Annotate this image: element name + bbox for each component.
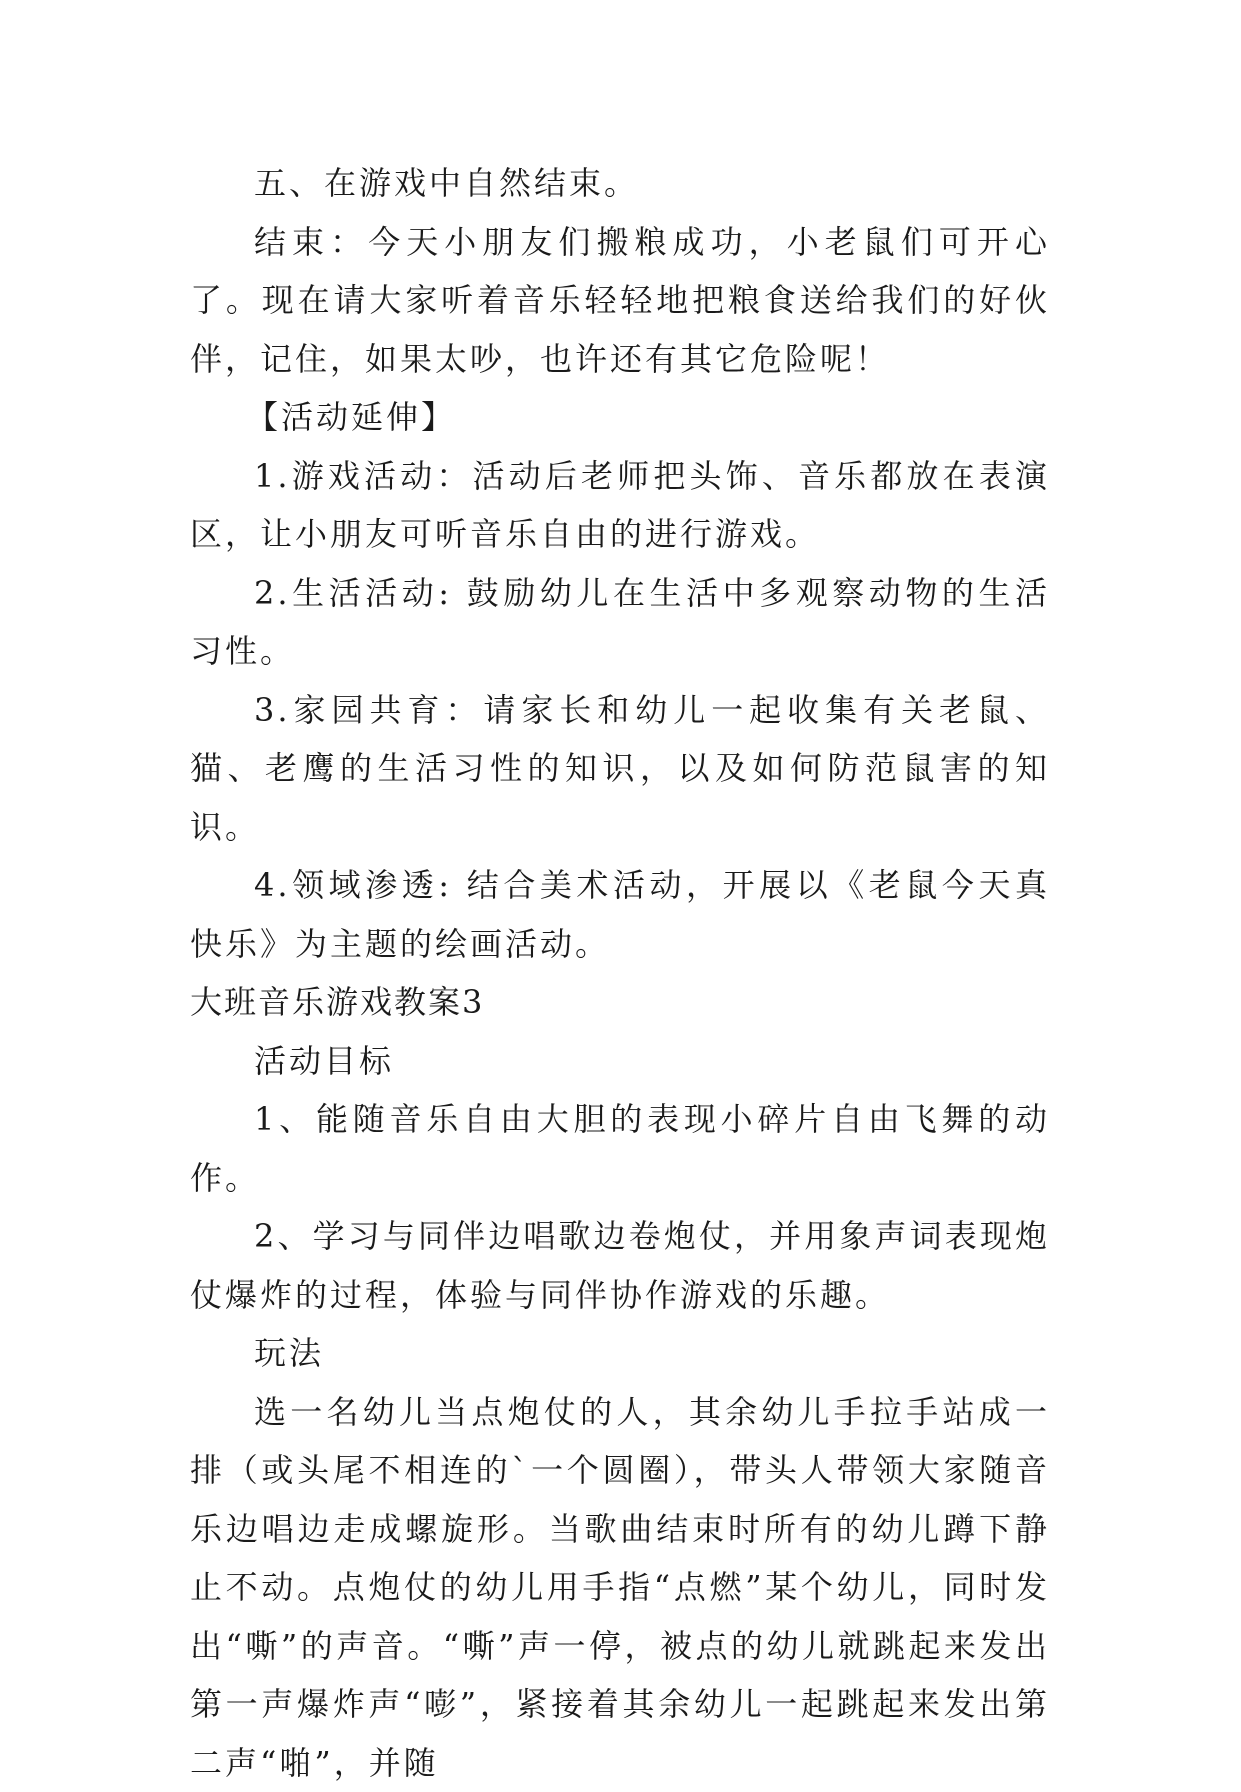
paragraph-goal-1: 1、能随音乐自由大胆的表现小碎片自由飞舞的动作。 bbox=[190, 1090, 1050, 1207]
paragraph-extension-1: 1.游戏活动：活动后老师把头饰、音乐都放在表演区，让小朋友可听音乐自由的进行游戏。 bbox=[190, 447, 1050, 564]
paragraph-game-end: 五、在游戏中自然结束。 bbox=[190, 154, 1050, 213]
paragraph-extension-3: 3.家园共育：请家长和幼儿一起收集有关老鼠、猫、老鹰的生活习性的知识，以及如何防范鼠害的知识。 bbox=[190, 681, 1050, 857]
heading-activity-goals: 活动目标 bbox=[190, 1032, 1050, 1091]
document-body bbox=[190, 154, 1050, 1792]
paragraph-extension-4: 4.领域渗透: 结合美术活动，开展以《老鼠今天真快乐》为主题的绘画活动。 bbox=[190, 856, 1050, 973]
paragraph-goal-2: 2、学习与同伴边唱歌边卷炮仗，并用象声词表现炮仗爆炸的过程，体验与同伴协作游戏的乐趣。 bbox=[190, 1207, 1050, 1324]
heading-activity-extension: 【活动延伸】 bbox=[190, 388, 1050, 447]
paragraph-ending: 结束：今天小朋友们搬粮成功，小老鼠们可开心了。现在请大家听着音乐轻轻地把粮食送给我们的好伙伴，记住，如果太吵，也许还有其它危险呢！ bbox=[190, 213, 1050, 389]
paragraph-rules: 选一名幼儿当点炮仗的人，其余幼儿手拉手站成一排（或头尾不相连的`一个圆圈），带头人带领大家随音乐边唱边走成螺旋形。当歌曲结束时所有的幼儿蹲下静止不动。点炮仗的幼儿用手指“点燃”某个幼儿，同时发出“嘶”的声音。“嘶”声一停，被点的幼儿就跳起来发出第一声爆炸声“嘭”，紧接着其余幼儿一起跳起来发出第二声“啪”，并随 bbox=[190, 1383, 1050, 1792]
heading-how-to-play: 玩法 bbox=[190, 1324, 1050, 1383]
section-title: 大班音乐游戏教案3 bbox=[190, 973, 1050, 1032]
paragraph-extension-2: 2.生活活动: 鼓励幼儿在生活中多观察动物的生活习性。 bbox=[190, 564, 1050, 681]
